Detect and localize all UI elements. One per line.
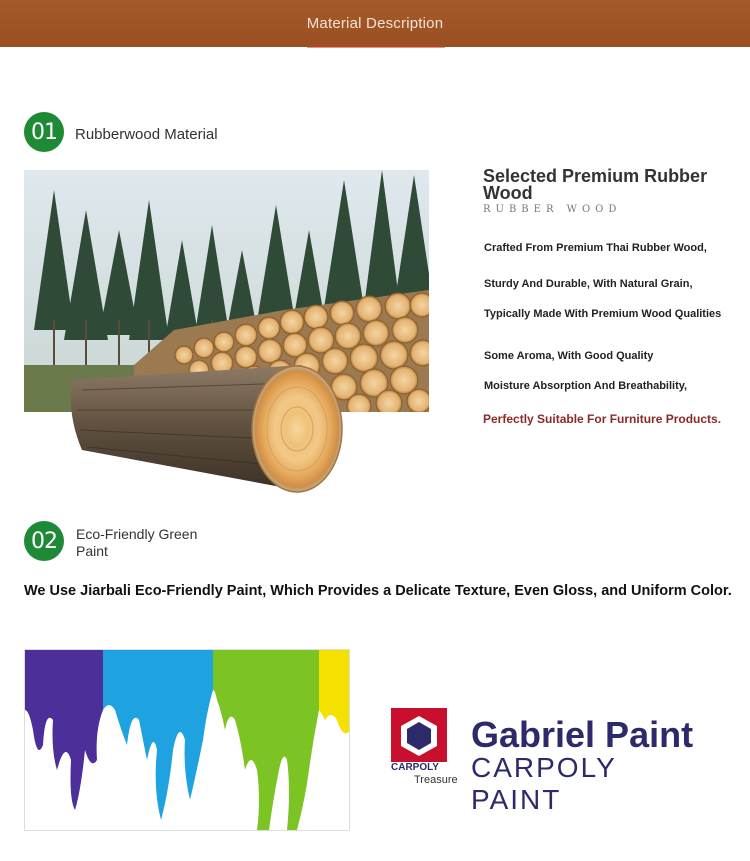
header-underline [307, 45, 445, 48]
section-number-badge: 01 [24, 112, 64, 152]
feature-highlight: Perfectly Suitable For Furniture Products. [483, 412, 722, 426]
logo-text: CARPOLY [391, 762, 439, 773]
feature-line: Some Aroma, With Good Quality [484, 350, 654, 362]
section-number-badge: 02 [24, 521, 64, 561]
feature-line: Typically Made With Premium Wood Qualities [484, 308, 722, 320]
section-title: Rubberwood Material [75, 126, 218, 143]
brand-wordmark: CARPOLY PAINT [471, 752, 617, 815]
section-title: Eco-Friendly Green Paint [76, 526, 198, 559]
header-title: Material Description [306, 15, 444, 32]
feature-line: Sturdy And Durable, With Natural Grain, [484, 278, 693, 290]
header-bar [0, 0, 750, 47]
feature-line: Crafted From Premium Thai Rubber Wood, [484, 242, 707, 254]
brand-name: Gabriel Paint [471, 714, 694, 755]
single-log-image [62, 355, 352, 500]
rubber-wood-heading-block [483, 168, 733, 215]
paint-drips-image [24, 649, 350, 831]
brand-logo-block [388, 700, 708, 815]
paint-description: We Use Jiarbali Eco-Friendly Paint, Which Provides a Delicate Texture, Even Gloss, and Uniform Color. [24, 583, 732, 599]
rubber-wood-subheading: RUBBER WOOD [483, 204, 622, 215]
carpoly-logo-icon [391, 708, 447, 762]
feature-line: Moisture Absorption And Breathability, [484, 380, 688, 392]
rubber-wood-heading: Selected Premium Rubber Wood [483, 166, 708, 203]
brand-tagline: Treasure [414, 774, 458, 786]
